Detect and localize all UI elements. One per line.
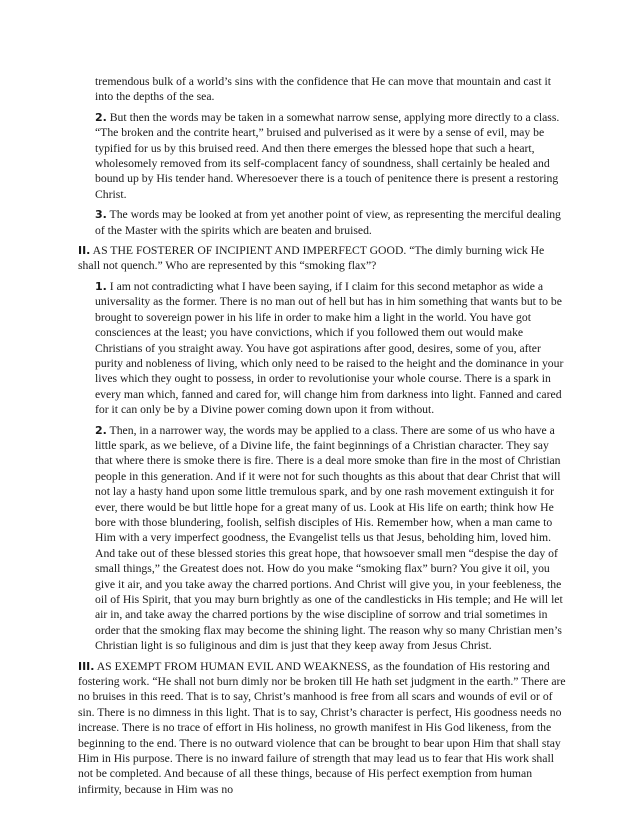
section-number: II. bbox=[78, 244, 91, 258]
paragraph-text: Then, in a narrower way, the words may be applied to a class. There are some of us who have a little spark, as we believe, of a Divine life, the faint beginnings of a Christian character. They say that where there is smoke there is fire. There is a deal more smoke than fire in the most of Christian people in this generation. And if it were not for such thoughts as this about that dear Christ that will not lay a hasty hand upon some little tremulous spark, and by one rash movement extinguish it for ever, there would be but little hope for a great many of us. Look at His life on earth; think how He bore with those blundering, foolish, selfish disciples of His. Remember how, when a man came to Him with a very imperfect goodness, the Evangelist tells us that Jesus, beholding him, loved him. And take out of these blessed stories this great hope, that howsoever small men “despise the day of small things,” the Greatest does not. How do you make “smoking flax” burn? You give it oil, you give it air, and you take away the charred portions. And Christ will give you, in your feebleness, the oil of His Spirit, that you may burn brightly as one of the candlesticks in His temple; and He will let air in, and take away the charred portions by the wise discipline of sorrow and trial sometimes in order that the smoking flax may become the shining light. The reason why so many Christian men’s Christian light is so fuliginous and dim is just that they keep away from Jesus Christ. bbox=[95, 423, 563, 653]
point-number: 2. bbox=[95, 110, 107, 124]
point-number: 3. bbox=[95, 208, 107, 222]
point-number: 2. bbox=[95, 423, 107, 437]
section-II bbox=[78, 243, 566, 274]
paragraph-point-1 bbox=[95, 279, 566, 418]
paragraph-text: But then the words may be taken in a somewhat narrow sense, applying more directly to a class. “The broken and the contrite heart,” bruised and pulverised as it were by a sense of evil, may be typified for us by this bruised reed. And then there emerges the blessed hope that such a heart, wholesomely removed from its self-complacent fancy of soundness, shall certainly be healed and bound up by His tender hand. Wheresoever there is a touch of penitence there is present a restoring Christ. bbox=[95, 110, 560, 201]
paragraph-point-3 bbox=[95, 207, 566, 238]
paragraph-continuation bbox=[95, 74, 566, 105]
point-number: 1. bbox=[95, 279, 107, 293]
document-page bbox=[78, 74, 566, 802]
section-number: III. bbox=[78, 659, 95, 673]
paragraph-point-2b bbox=[95, 423, 566, 654]
section-text: AS THE FOSTERER OF INCIPIENT AND IMPERFECT GOOD. “The dimly burning wick He shall not quench.” Who are represented by this “smoking flax”? bbox=[78, 244, 545, 273]
paragraph-text: tremendous bulk of a world’s sins with the confidence that He can move that mountain and cast it into the depths of the sea. bbox=[95, 75, 552, 104]
section-text: AS EXEMPT FROM HUMAN EVIL AND WEAKNESS, as the foundation of His restoring and fostering work. “He shall not burn dimly nor be broken till He hath set judgment in the earth.” There are no bruises in this reed. That is to say, Christ’s manhood is free from all scars and wounds of evil or of sin. There is no dimness in this light. That is to say, Christ’s character is perfect, His goodness needs no increase. There is no trace of effort in His holiness, no growth manifest in His God likeness, from the beginning to the end. There is no outward violence that can be brought to bear upon Him that shall stay Him in His purpose. There is no inward failure of strength that may lead us to fear that His work shall not be completed. And because of all these things, because of His perfect exemption from human infirmity, because in Him was no bbox=[78, 659, 566, 796]
paragraph-text: The words may be looked at from yet another point of view, as representing the merciful dealing of the Master with the spirits which are beaten and bruised. bbox=[95, 208, 561, 237]
paragraph-point-2a bbox=[95, 110, 566, 202]
paragraph-text: I am not contradicting what I have been saying, if I claim for this second metaphor as wide a universality as the former. There is no man out of hell but has in him something that wants but to be brought to sovereign power in his life in order to make him a light in the world. You have got consciences at the least; you have convictions, which if you followed them out would make Christians of you straight away. You have got aspirations after good, desires, some of you, after purity and nobleness of living, which only need to be raised to the height and the dominance in your lives which they ought to possess, in order to revolutionise your whole course. There is a spark in every man which, fanned and cared for, will change him from darkness into light. Fanned and cared for it can only be by a Divine power coming down upon it from without. bbox=[95, 279, 564, 417]
section-III bbox=[78, 659, 566, 798]
